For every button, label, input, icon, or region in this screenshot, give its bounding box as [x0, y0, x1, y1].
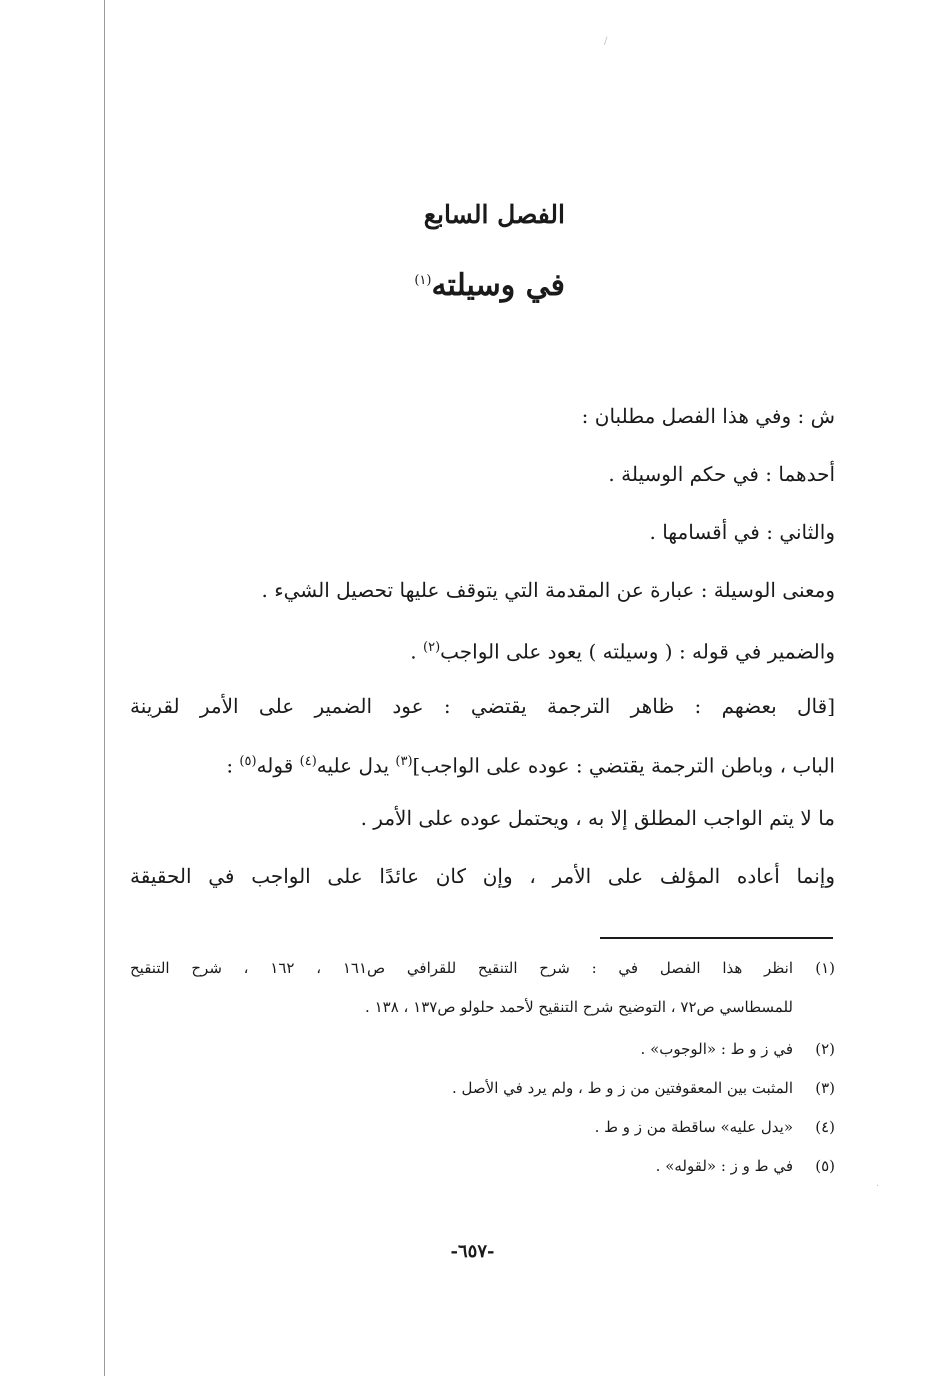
footnote-number: (٤) — [815, 1118, 835, 1136]
page-number: -٦٥٧- — [450, 1241, 495, 1262]
footnote-separator — [600, 937, 833, 939]
footnote-ref-5: (٥) — [239, 754, 257, 769]
body-line: [قال بعضهم : ظاهر الترجمة يقتضي : عود الضمير على الأمر لقرينة — [130, 694, 835, 718]
body-line — [130, 625, 835, 683]
footnote-number: (٣) — [815, 1079, 835, 1097]
scan-speck: . — [876, 1178, 880, 1189]
body-line-text: قوله — [256, 753, 300, 778]
body-line — [130, 739, 835, 795]
footnote-text: «يدل عليه» ساقطة من ز و ط . — [594, 1118, 793, 1136]
chapter-title: الفصل السابع — [423, 200, 565, 229]
footnote-continuation — [130, 991, 835, 1033]
footnote-number: (٢) — [815, 1040, 835, 1058]
footnote-text: المثبت بين المعقوفتين من ز و ط ، ولم يرد في الأصل . — [452, 1079, 793, 1097]
footnote-text: انظر هذا الفصل في : شرح التنقيح للقرافي ص١٦١ ، ١٦٢ ، شرح التنقيح — [130, 959, 793, 977]
chapter-subtitle-text: في وسيلته — [431, 268, 565, 303]
body-line-text: يدل عليه — [316, 753, 396, 778]
page-binding-edge — [104, 0, 105, 1376]
footnote-item — [130, 1072, 835, 1111]
footnote-item — [130, 1111, 835, 1150]
footnotes — [130, 952, 835, 1189]
body-line: ش : وفي هذا الفصل مطلبان : — [581, 404, 835, 428]
footnote-number: (٥) — [815, 1157, 835, 1175]
footnote-ref-2: (٢) — [423, 640, 441, 655]
footnote-text: للمسطاسي ص٧٢ ، التوضيح شرح التنقيح لأحمد حلولو ص١٣٧ ، ١٣٨ . — [365, 998, 793, 1016]
footnote-item — [130, 1150, 835, 1189]
body-line-text: الباب ، وباطن الترجمة يقتضي : عوده على الواجب] — [412, 753, 835, 778]
footnote-number: (١) — [815, 959, 835, 977]
footnote-ref-4: (٤) — [299, 754, 317, 769]
footnote-ref-1: (١) — [414, 273, 432, 288]
body-line-text: والضمير في قوله : ( وسيلته ) يعود على الواجب — [440, 639, 835, 664]
body-line: والثاني : في أقسامها . — [649, 520, 835, 544]
body-line: ومعنى الوسيلة : عبارة عن المقدمة التي يتوقف عليها تحصيل الشيء . — [261, 578, 835, 602]
footnote-item — [130, 1033, 835, 1072]
scan-speck: / — [604, 36, 608, 47]
body-line: وإنما أعاده المؤلف على الأمر ، وإن كان عائدًا على الواجب في الحقيقة — [130, 864, 835, 888]
body-line-text: . — [410, 639, 424, 664]
footnote-item — [130, 952, 835, 991]
footnote-text: في ز و ط : «الوجوب» . — [640, 1040, 793, 1058]
body-line: أحدهما : في حكم الوسيلة . — [608, 462, 835, 486]
body-line-text: : — [226, 753, 240, 778]
body-text — [130, 393, 835, 911]
footnote-ref-3: (٣) — [395, 754, 413, 769]
footnote-text: في ط و ز : «لقوله» . — [655, 1157, 793, 1175]
body-line: ما لا يتم الواجب المطلق إلا به ، ويحتمل عوده على الأمر . — [360, 806, 835, 830]
chapter-subtitle — [414, 268, 565, 303]
